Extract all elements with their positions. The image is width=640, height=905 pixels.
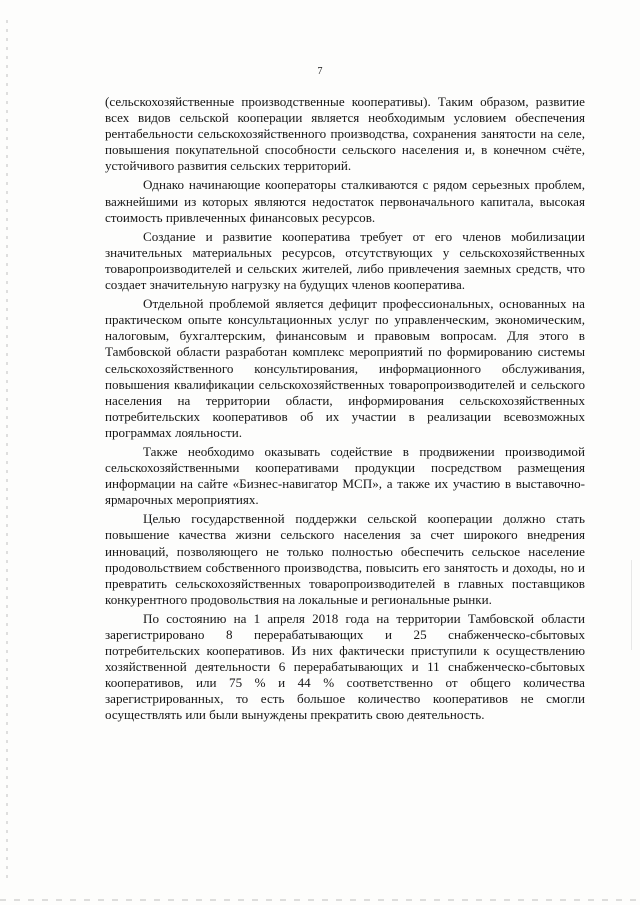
paragraph-statistics: По состоянию на 1 апреля 2018 года на территории Тамбовской области зарегистрировано 8 перерабатывающих и 25 снабженческо-сбытовых потребительских кооперативов. Из них фактически приступили к осуществлению хозяйственной деятельности 6 перерабатывающих и 11 снабженческо-сбытовых кооперативов, или 75 % и 44 % соответственно от общего количества зарегистрированных, то есть большое количество кооперативов не смогли осуществлять или были вынуждены прекратить свою деятельность.	[105, 610, 585, 723]
scan-left-edge-artifact	[6, 20, 8, 880]
document-body	[105, 94, 585, 727]
paragraph-problems: Однако начинающие кооператоры сталкиваются с рядом серьезных проблем, важнейшими из которых являются недостаток первоначального капитала, высокая стоимость привлеченных финансовых ресурсов.	[105, 177, 585, 225]
scan-bottom-edge-artifact	[0, 899, 640, 901]
paragraph-state-support: Целью государственной поддержки сельской кооперации должно стать повышение качества жизни сельского населения за счет широкого внедрения инноваций, позволяющего не только полностью обеспечить сельское население продовольствием собственного производства, повысить его занятость и доходы, но и превратить сельскохозяйственных товаропроизводителей в главных поставщиков конкурентного продовольствия на локальные и региональные рынки.	[105, 511, 585, 607]
page-number: 7	[317, 66, 323, 77]
paragraph-promotion: Также необходимо оказывать содействие в продвижении производимой сельскохозяйственными кооперативами продукции посредством размещения информации на сайте «Бизнес-навигатор МСП», а также их участию в выставочно-ярмарочных мероприятиях.	[105, 443, 585, 508]
scan-right-edge-artifact	[631, 560, 632, 650]
paragraph-resources: Создание и развитие кооператива требует от его членов мобилизации значительных материальных ресурсов, отсутствующих у сельскохозяйственных товаропроизводителей и сельских жителей, либо привлечения заемных средств, что создает значительную нагрузку на будущих членов кооператива.	[105, 228, 585, 293]
paragraph-continuation: (сельскохозяйственные производственные кооперативы). Таким образом, развитие всех видов сельской кооперации является необходимым условием обеспечения рентабельности сельскохозяйственного производства, сохранения занятости на селе, повышения покупательной способности сельского населения и, в конечном счёте, устойчивого развития сельских территорий.	[105, 94, 585, 174]
paragraph-consulting: Отдельной проблемой является дефицит профессиональных, основанных на практическом опыте консультационных услуг по управленческим, экономическим, налоговым, бухгалтерским, финансовым и правовым вопросам. Для этого в Тамбовской области разработан комплекс мероприятий по формированию системы сельскохозяйственного консультирования, информационного обслуживания, повышения квалификации сельскохозяйственных товаропроизводителей и сельского населения на территории области, информирования сельскохозяйственных потребительских кооперативов об их участии в реализации всевозможных программах лояльности.	[105, 296, 585, 440]
